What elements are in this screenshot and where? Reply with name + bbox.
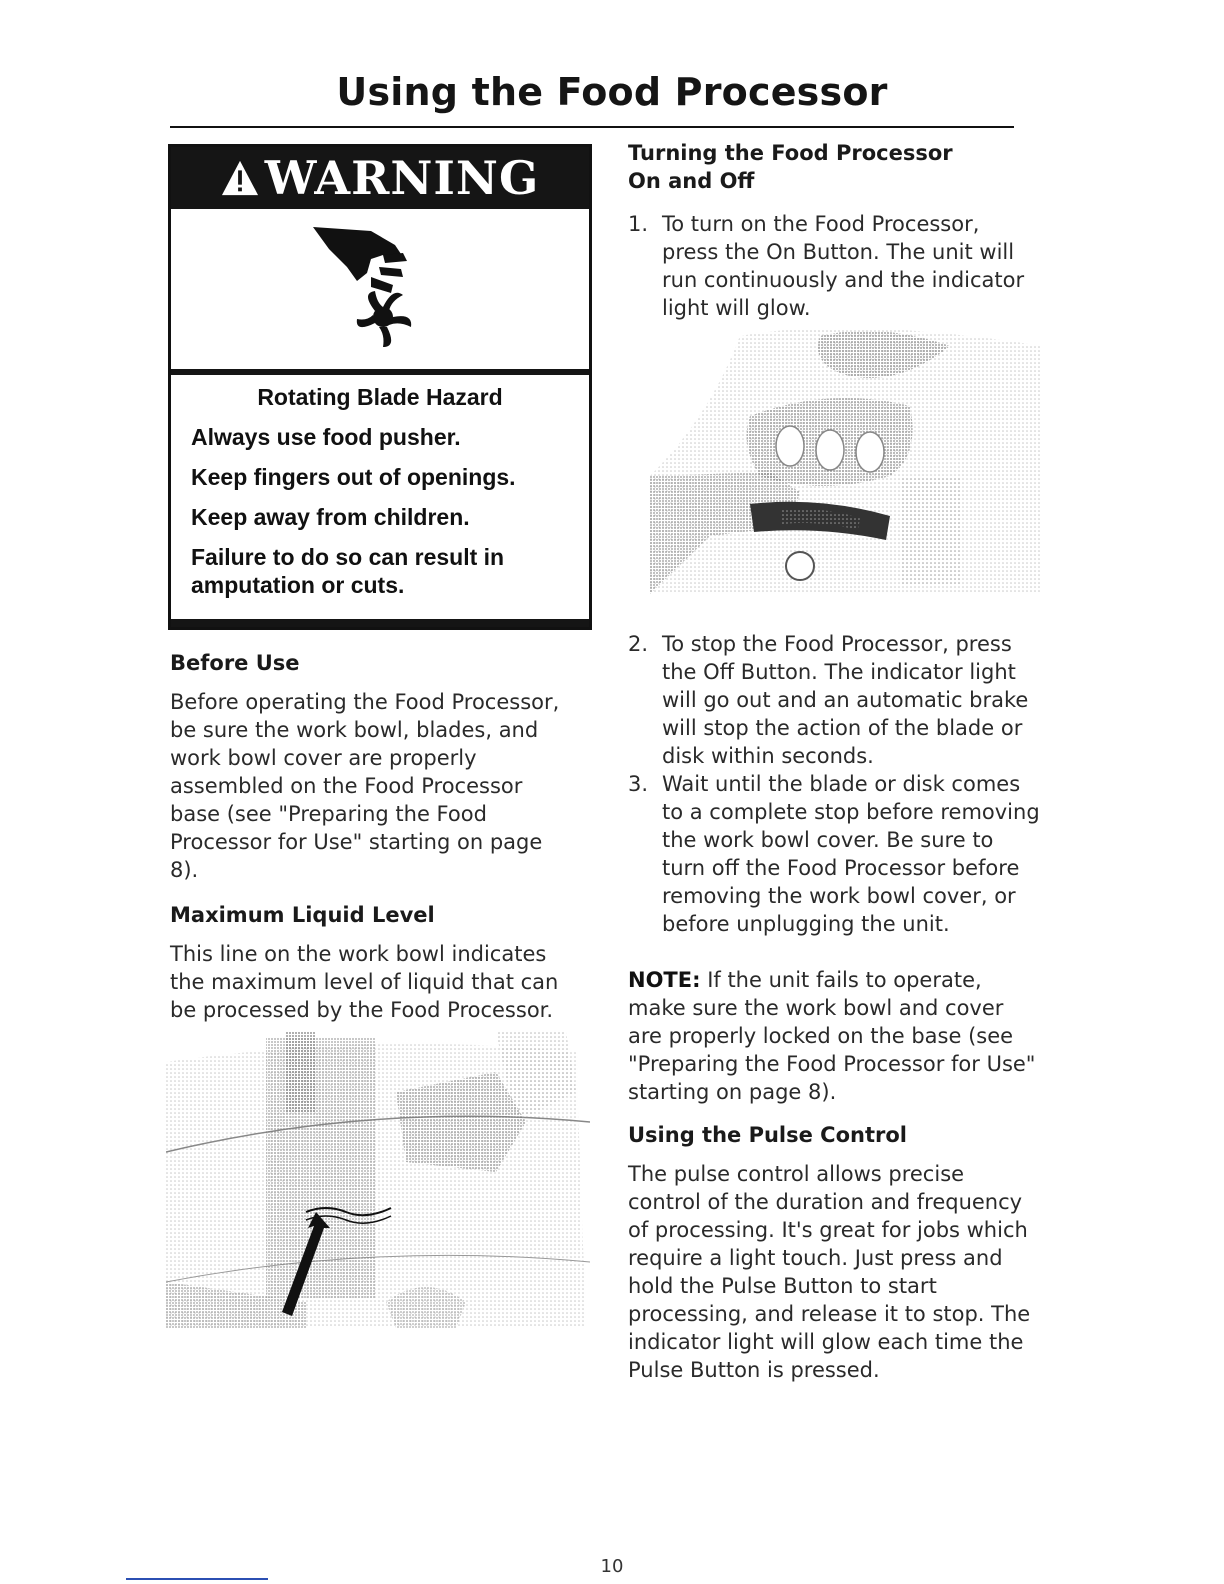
warning-divider	[171, 369, 589, 375]
warning-line: Always use food pusher.	[191, 424, 461, 450]
note-paragraph	[628, 966, 1040, 1106]
warning-line: Keep away from children.	[191, 504, 470, 530]
step-number: 1.	[628, 212, 649, 236]
max-liquid-body: This line on the work bowl indicates the maximum level of liquid that can be processed by the Food Processor.	[170, 942, 559, 1022]
warning-text	[171, 383, 589, 599]
title-rule	[170, 126, 1014, 128]
before-use-heading: Before Use	[170, 651, 300, 675]
before-use-body: Before operating the Food Processor, be sure the work bowl, blades, and work bowl cover are properly assembled on the Food Processor base (see "Preparing the Food Processor for Use" starting on page 8).	[170, 690, 560, 882]
warning-header	[171, 147, 589, 209]
work-bowl-liquid-level-illustration	[166, 1032, 590, 1328]
step-number: 2.	[628, 632, 649, 656]
rotating-blade-hazard-icon	[171, 209, 589, 369]
step-text: To stop the Food Processor, press the Off Button. The indicator light will go out and an automatic brake will stop the action of the blade or disk within seconds.	[662, 632, 1029, 768]
step-item	[628, 630, 1040, 770]
on-off-heading-line2: On and Off	[628, 169, 755, 193]
control-panel-illustration	[650, 326, 1042, 594]
step-item	[628, 210, 1040, 330]
warning-bottom-bar	[171, 619, 589, 627]
on-off-heading-line1: Turning the Food Processor	[628, 141, 953, 165]
page-title: Using the Food Processor	[336, 70, 888, 114]
warning-consequence: Failure to do so can result in amputation or cuts.	[191, 544, 505, 598]
step-number: 3.	[628, 772, 649, 796]
step-item	[628, 770, 1040, 966]
note-text: If the unit fails to operate, make sure the work bowl and cover are properly locked on the base (see "Preparing the Food Processor for Use" starting on page 8).	[628, 968, 1036, 1104]
note-label: NOTE:	[628, 968, 701, 992]
pulse-body: The pulse control allows precise control of the duration and frequency of processing. It's great for jobs which require a light touch. Just press and hold the Pulse Button to start processing, and release it to stop. The indicator light will glow each time the Pulse Button is pressed.	[628, 1162, 1031, 1382]
warning-box	[168, 144, 592, 630]
warning-label: WARNING	[264, 151, 540, 205]
footer-rule	[126, 1578, 268, 1580]
page-number: 10	[600, 1556, 624, 1577]
step-text: To turn on the Food Processor, press the On Button. The unit will run continuously and the indicator light will glow.	[662, 212, 1025, 320]
warning-line: Keep fingers out of openings.	[191, 464, 516, 490]
warning-triangle-icon	[221, 159, 259, 197]
pulse-heading: Using the Pulse Control	[628, 1123, 907, 1147]
step-text: Wait until the blade or disk comes to a complete stop before removing the work bowl cover. Be sure to turn off the Food Processor before removing the work bowl cover, or before unplugging the unit.	[662, 772, 1040, 936]
hazard-title: Rotating Blade Hazard	[257, 384, 503, 410]
max-liquid-heading: Maximum Liquid Level	[170, 903, 435, 927]
